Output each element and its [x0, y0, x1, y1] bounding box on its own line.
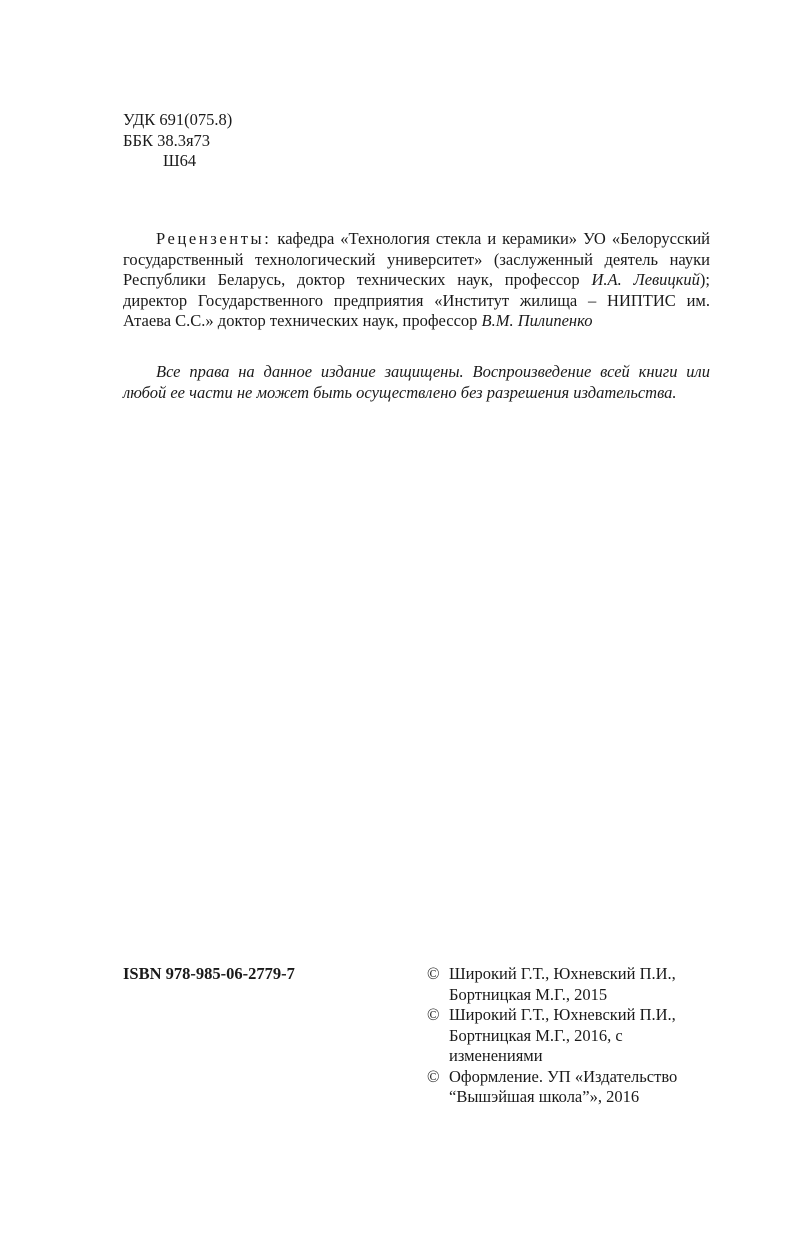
copyright-text: Широкий Г.Т., Юхневский П.И., Бортницкая М.Г., 2016, с изменениями: [449, 1005, 676, 1065]
rights-notice: Все права на данное издание защищены. Воспроизведение всей книги или любой ее части не может быть осуществлено без разрешения издательства.: [123, 362, 710, 402]
copyright-list: [427, 964, 717, 1108]
copyright-text: Оформление. УП «Издательство “Вышэйшая школа”», 2016: [449, 1066, 678, 1106]
author-mark: Ш64: [163, 151, 197, 170]
bbk-code: ББК 38.3я73: [123, 130, 211, 150]
copyright-symbol: ©: [427, 964, 440, 983]
isbn: ISBN 978-985-06-2779-7: [123, 964, 295, 983]
copyright-entry: [427, 1067, 717, 1108]
reviewer-name-1: И.А. Левицкий: [591, 270, 700, 289]
reviewers-text-1: кафедра «Технология стекла и керамики» УО «Белорусский государственный технологический университет» (заслуженный деятель науки Республики Беларусь, доктор технических наук, профессор: [123, 229, 710, 289]
reviewers-text-2: ); директор Государственного предприятия «Институт жилища – НИПТИС им. Атаева С.С.» доктор технических наук, профессор: [123, 270, 710, 330]
copyright-entry: [427, 964, 717, 1005]
copyright-text: Широкий Г.Т., Юхневский П.И., Бортницкая М.Г., 2015: [449, 964, 676, 1004]
reviewers-paragraph: [123, 229, 710, 332]
copyright-symbol: ©: [427, 1066, 440, 1086]
classification-block: [123, 110, 232, 172]
udk-code: УДК 691(075.8): [123, 110, 233, 129]
reviewer-name-2: В.М. Пилипенко: [481, 311, 593, 330]
reviewers-label: Рецензенты:: [156, 229, 272, 248]
copyright-symbol: ©: [427, 1005, 440, 1024]
copyright-entry: [427, 1005, 717, 1067]
